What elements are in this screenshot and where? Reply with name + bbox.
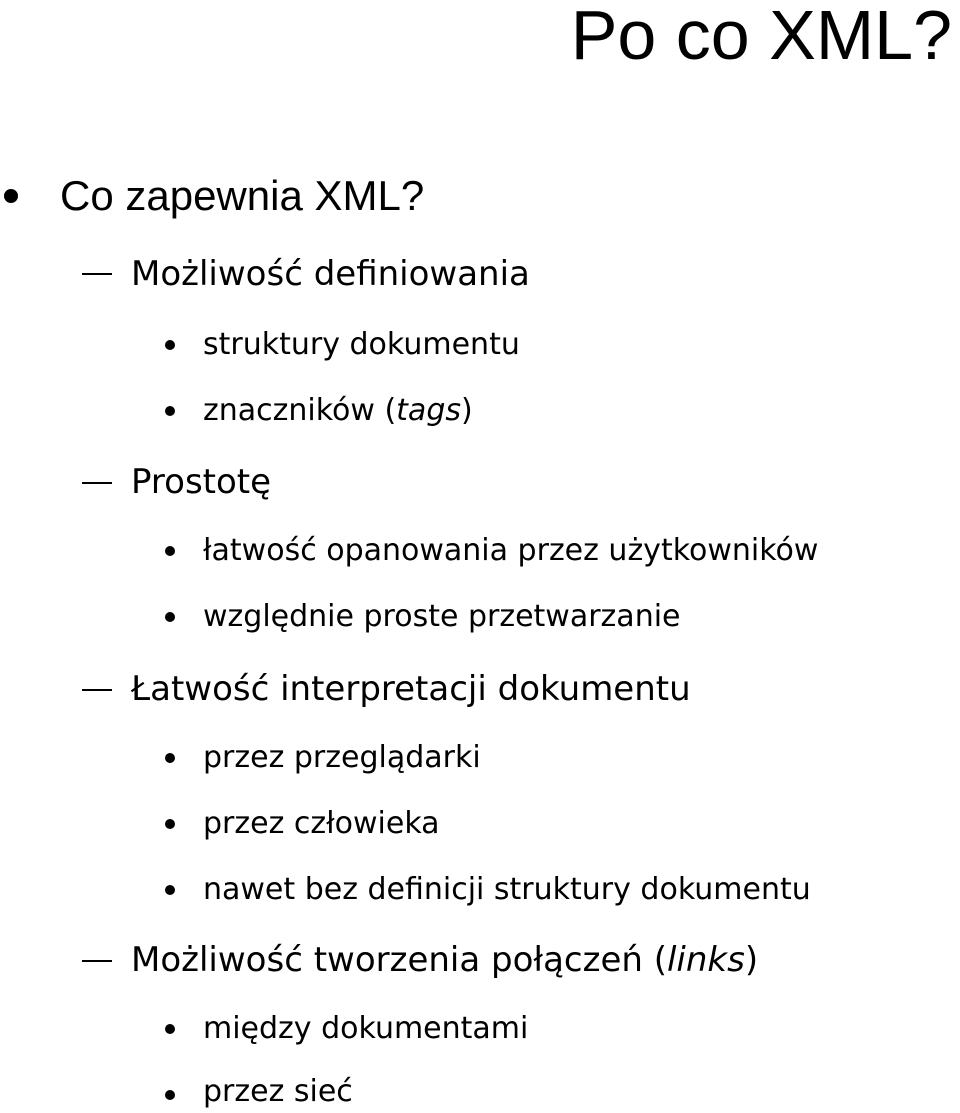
bullet-icon xyxy=(4,189,18,203)
point-polaczenia-post: ) xyxy=(744,940,759,980)
sub-znacznikow-post: ) xyxy=(461,393,473,428)
slide-title: Po co XML? xyxy=(570,0,952,74)
sub-znacznikow xyxy=(203,393,473,429)
dash-icon xyxy=(82,689,112,691)
bullet-icon xyxy=(165,340,175,350)
bullet-icon xyxy=(165,885,175,895)
bullet-icon xyxy=(165,1090,175,1100)
point-definiowanie: Możliwość definiowania xyxy=(131,254,530,294)
bullet-icon xyxy=(165,612,175,622)
sub-latwosc-opanowania: łatwość opanowania przez użytkowników xyxy=(203,533,819,568)
point-polaczenia xyxy=(131,940,758,980)
bullet-icon xyxy=(165,406,175,416)
dash-icon xyxy=(82,273,112,275)
sub-przetwarzanie: względnie proste przetwarzanie xyxy=(203,599,681,634)
bullet-icon xyxy=(165,819,175,829)
main-point: Co zapewnia XML? xyxy=(60,172,425,219)
sub-znacznikow-pre: znaczników ( xyxy=(203,393,397,428)
dash-icon xyxy=(82,960,112,962)
sub-przegladarki: przez przeglądarki xyxy=(203,740,481,775)
sub-struktury: struktury dokumentu xyxy=(203,327,520,362)
sub-miedzy-dokumentami: między dokumentami xyxy=(203,1011,529,1046)
sub-znacznikow-italic: tags xyxy=(396,393,461,428)
point-polaczenia-italic: links xyxy=(666,940,745,980)
point-polaczenia-pre: Możliwość tworzenia połączeń ( xyxy=(131,940,667,980)
sub-bez-definicji: nawet bez definicji struktury dokumentu xyxy=(203,872,811,907)
point-interpretacja: Łatwość interpretacji dokumentu xyxy=(131,669,691,709)
sub-czlowieka: przez człowieka xyxy=(203,806,440,841)
sub-przez-siec: przez sieć xyxy=(203,1074,353,1109)
bullet-icon xyxy=(165,753,175,763)
bullet-icon xyxy=(165,546,175,556)
bullet-icon xyxy=(165,1024,175,1034)
point-prostota: Prostotę xyxy=(131,462,272,502)
dash-icon xyxy=(82,482,112,484)
